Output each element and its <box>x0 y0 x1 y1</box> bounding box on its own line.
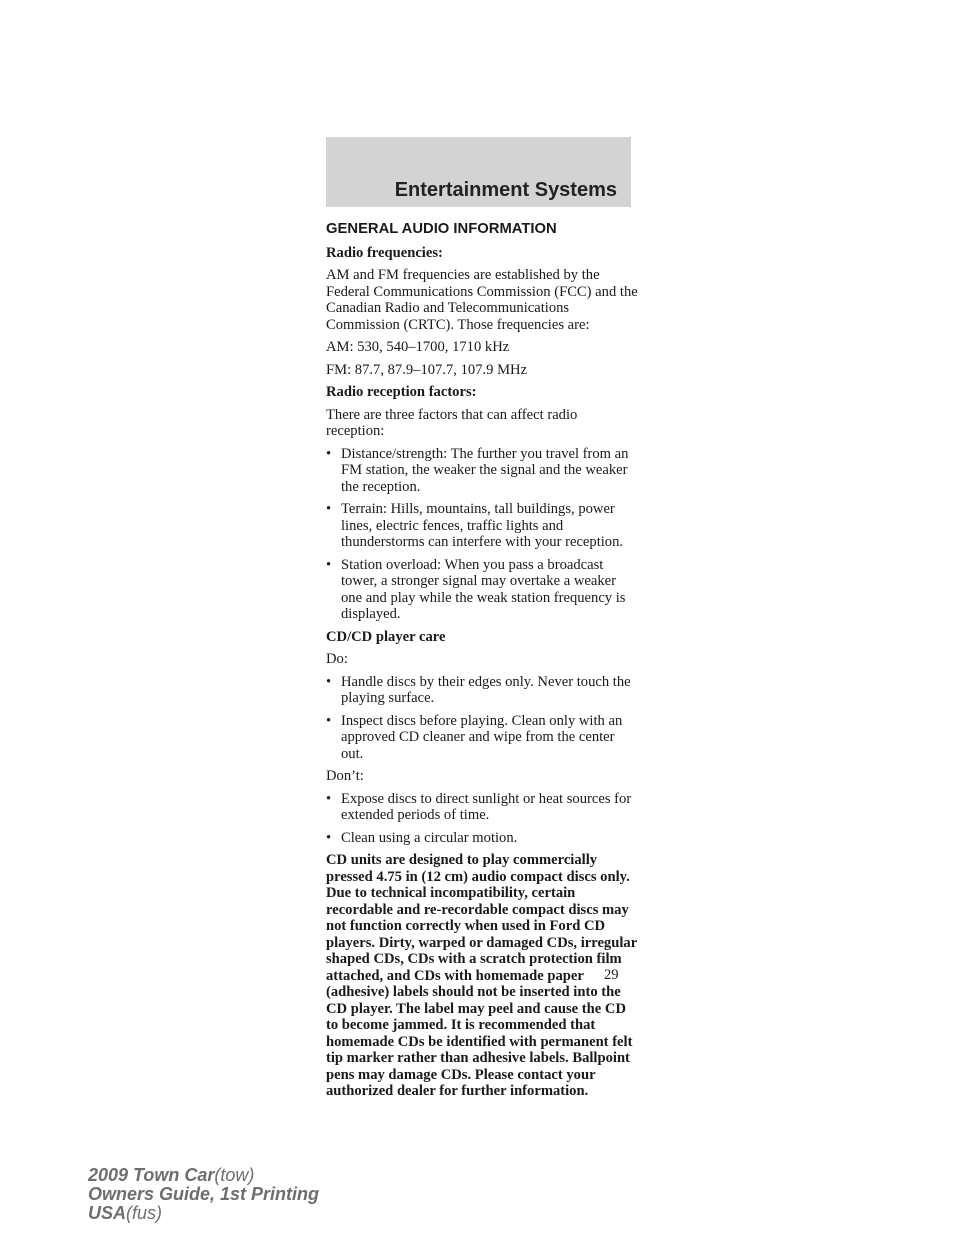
list-item <box>326 791 638 824</box>
list-item-text: Station overload: When you pass a broadcast tower, a stronger signal may overtake a weaker one and play while the weak station frequency is displayed. <box>341 556 626 622</box>
header-band <box>326 137 631 207</box>
bullet-icon: • <box>326 673 332 690</box>
footer-market: USA <box>88 1203 127 1223</box>
list-item <box>326 674 638 707</box>
list-item <box>326 557 638 623</box>
list-item <box>326 501 638 551</box>
cd-care-heading: CD/CD player care <box>326 628 446 645</box>
bullet-icon: • <box>326 712 332 729</box>
am-frequencies: AM: 530, 540–1700, 1710 kHz <box>326 339 510 355</box>
radio-frequencies-heading: Radio frequencies: <box>326 244 443 261</box>
reception-factors-intro: There are three factors that can affect radio reception: <box>326 406 578 439</box>
list-item <box>326 830 638 847</box>
reception-factors-heading: Radio reception factors: <box>326 384 477 400</box>
bullet-icon: • <box>326 790 332 807</box>
list-item-text: Clean using a circular motion. <box>341 829 518 846</box>
radio-frequencies-intro: AM and FM frequencies are established by the Federal Communications Commission (FCC) and the Canadian Radio and Telecommunications Commission (CRTC). Those frequencies are: <box>326 267 638 333</box>
fm-frequencies: FM: 87.7, 87.9–107.7, 107.9 MHz <box>326 361 528 378</box>
do-label: Do: <box>326 651 348 667</box>
footer-line-3 <box>88 1204 319 1223</box>
list-item-text: Expose discs to direct sunlight or heat sources for extended periods of time. <box>341 790 632 823</box>
footer-model-code: (tow) <box>214 1165 255 1185</box>
list-item-text: Inspect discs before playing. Clean only with an approved CD cleaner and wipe from the center out. <box>341 712 623 762</box>
footer-line-1 <box>88 1166 319 1185</box>
bullet-icon: • <box>326 445 332 462</box>
dont-label: Don’t: <box>326 768 364 784</box>
page-number: 29 <box>604 967 619 983</box>
footer-market-code: (fus) <box>126 1203 163 1223</box>
list-item-text: Handle discs by their edges only. Never touch the playing surface. <box>341 673 631 706</box>
bullet-icon: • <box>326 829 332 846</box>
list-item-text: Distance/strength: The further you travel from an FM station, the weaker the signal and the weaker the reception. <box>341 445 629 495</box>
page-content <box>326 221 638 1106</box>
list-item <box>326 446 638 496</box>
list-item-text: Terrain: Hills, mountains, tall buildings, power lines, electric fences, traffic lights and thunderstorms can interfere with your reception. <box>341 501 624 550</box>
list-item <box>326 713 638 763</box>
footer <box>88 1166 319 1223</box>
bullet-icon: • <box>326 556 332 573</box>
bullet-icon: • <box>326 501 332 517</box>
footer-line-2: Owners Guide, 1st Printing <box>88 1184 320 1204</box>
section-title: GENERAL AUDIO INFORMATION <box>326 221 557 237</box>
chapter-title: Entertainment Systems <box>394 179 617 201</box>
footer-model: 2009 Town Car <box>88 1165 215 1185</box>
cd-notice: CD units are designed to play commercially pressed 4.75 in (12 cm) audio compact discs only. Due to technical incompatibility, certain recordable and re-recordable compact discs may not function correctly when used in Ford CD players. Dirty, warped or damaged CDs, irregular shaped CDs, CDs with a scratch protection film attached, and CDs with homemade paper (adhesive) labels should not be inserted into the CD player. The label may peel and cause the CD to become jammed. It is recommended that homemade CDs be identified with permanent felt tip marker rather than adhesive labels. Ballpoint pens may damage CDs. Please contact your authorized dealer for further information. <box>326 852 637 1099</box>
